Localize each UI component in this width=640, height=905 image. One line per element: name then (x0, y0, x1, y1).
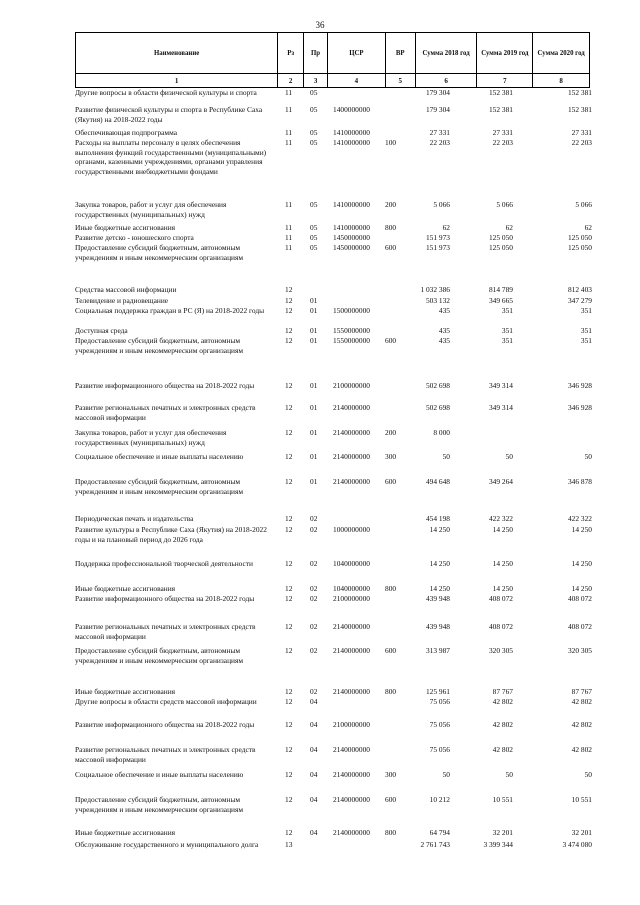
row-sum-2018: 75 056 (429, 697, 450, 706)
row-sum-2019: 349 665 (488, 296, 513, 305)
row-sum-2019: 351 (501, 306, 513, 315)
row-rz: 12 (285, 403, 293, 412)
row-sum-2018: 27 331 (429, 128, 450, 137)
row-rz: 11 (285, 200, 293, 209)
row-sum-2019: 349 314 (488, 403, 513, 412)
column-number: 8 (559, 76, 563, 85)
row-csr: 1410000000 (333, 128, 370, 137)
row-name: Развитие информационного общества на 2018-2022 годы (75, 720, 255, 729)
row-sum-2019: 42 802 (492, 745, 513, 754)
row-sum-2018: 64 794 (429, 828, 450, 837)
row-sum-2019: 152 381 (488, 105, 513, 114)
row-csr: 2140000000 (333, 403, 370, 412)
row-pr: 01 (310, 428, 318, 437)
row-name: Развитие культуры в Республике Саха (Якутия) на 2018-2022 годы и на плановый период до 2026 года (75, 525, 267, 544)
row-name: Поддержка профессиональной творческой деятельности (75, 559, 254, 568)
row-name: Развитие информационного общества на 2018-2022 годы (75, 594, 255, 603)
header-pr: Пр (304, 33, 328, 73)
row-sum-2018: 2 761 743 (420, 840, 450, 849)
row-sum-2019: 408 072 (488, 594, 513, 603)
row-sum-2019: 22 203 (492, 138, 513, 147)
row-sum-2019: 10 551 (492, 795, 513, 804)
row-rz: 12 (285, 697, 293, 706)
row-sum-2018: 1 032 386 (420, 285, 450, 294)
row-sum-2018: 75 056 (429, 745, 450, 754)
row-sum-2019: 42 802 (492, 720, 513, 729)
row-name: Развитие региональных печатных и электронных средств массовой информации (75, 745, 256, 764)
row-pr: 01 (310, 326, 318, 335)
row-name: Закупка товаров, работ и услуг для обеспечения государственных (муниципальных) нужд (75, 428, 227, 447)
row-sum-2018: 179 304 (425, 105, 450, 114)
row-sum-2018: 8 000 (433, 428, 450, 437)
row-sum-2018: 62 (442, 223, 450, 232)
row-csr: 1400000000 (333, 105, 370, 114)
row-vr: 200 (385, 200, 397, 209)
row-sum-2018: 435 (438, 326, 450, 335)
row-sum-2020: 152 381 (567, 105, 592, 114)
header-sum-2019: Сумма 2019 год (477, 33, 533, 73)
column-number: 6 (416, 74, 478, 87)
row-sum-2020: 14 250 (571, 559, 592, 568)
row-name: Периодическая печать и издательства (75, 514, 194, 523)
row-rz: 12 (285, 285, 293, 294)
row-sum-2018: 151 973 (425, 243, 450, 252)
row-sum-2020: 10 551 (571, 795, 592, 804)
row-csr: 2140000000 (333, 770, 370, 779)
row-pr: 04 (310, 828, 318, 837)
row-pr: 01 (310, 381, 318, 390)
row-sum-2020: 347 279 (567, 296, 592, 305)
row-csr: 2140000000 (333, 428, 370, 437)
row-sum-2020: 346 928 (567, 403, 592, 412)
row-csr: 1410000000 (333, 200, 370, 209)
row-rz: 12 (285, 622, 293, 631)
row-rz: 12 (285, 646, 293, 655)
row-vr: 800 (385, 828, 397, 837)
row-pr: 02 (310, 559, 318, 568)
row-rz: 12 (285, 336, 293, 345)
row-rz: 12 (285, 559, 293, 568)
row-sum-2018: 10 212 (429, 795, 450, 804)
row-sum-2018: 14 250 (429, 525, 450, 534)
row-pr: 01 (310, 452, 318, 461)
row-name: Обслуживание государственного и муниципального долга (75, 840, 259, 849)
row-name: Социальная поддержка граждан в РС (Я) на 2018-2022 годы (75, 306, 265, 315)
row-pr: 05 (310, 200, 318, 209)
row-sum-2018: 502 698 (425, 381, 450, 390)
row-csr: 2140000000 (333, 745, 370, 754)
row-csr: 2140000000 (333, 452, 370, 461)
row-csr: 2140000000 (333, 646, 370, 655)
row-csr: 2140000000 (333, 828, 370, 837)
column-number: 5 (386, 74, 416, 87)
row-sum-2019: 349 264 (488, 477, 513, 486)
row-rz: 12 (285, 381, 293, 390)
header-csr: ЦСР (328, 33, 386, 73)
row-vr: 300 (385, 452, 397, 461)
row-rz: 12 (285, 452, 293, 461)
row-csr: 1550000000 (333, 336, 370, 345)
row-rz: 12 (285, 306, 293, 315)
row-sum-2019: 125 050 (488, 233, 513, 242)
row-sum-2020: 62 (584, 223, 592, 232)
row-csr: 1500000000 (333, 306, 370, 315)
row-rz: 11 (285, 128, 293, 137)
row-name: Доступная среда (75, 326, 128, 335)
row-sum-2019: 14 250 (492, 525, 513, 534)
row-sum-2019: 3 399 344 (483, 840, 513, 849)
row-name: Иные бюджетные ассигнования (75, 223, 176, 232)
row-csr: 1450000000 (333, 233, 370, 242)
row-pr: 02 (310, 622, 318, 631)
row-sum-2018: 454 198 (425, 514, 450, 523)
row-sum-2019: 42 802 (492, 697, 513, 706)
row-rz: 12 (285, 525, 293, 534)
row-sum-2020: 42 802 (571, 720, 592, 729)
row-rz: 12 (285, 594, 293, 603)
row-name: Развитие региональных печатных и электронных средств массовой информации (75, 403, 256, 422)
row-sum-2018: 435 (438, 306, 450, 315)
row-pr: 04 (310, 745, 318, 754)
row-vr: 600 (385, 646, 397, 655)
row-name: Расходы на выплаты персоналу в целях обеспечения выполнения функций государственными (муниципальными) органами, казенными учреждениями, органами управления государственными внебюджетными фондами (75, 138, 267, 176)
row-sum-2018: 313 987 (425, 646, 450, 655)
row-sum-2018: 125 961 (425, 687, 450, 696)
row-sum-2019: 351 (501, 326, 513, 335)
row-sum-2018: 435 (438, 336, 450, 345)
row-csr: 2100000000 (333, 720, 370, 729)
row-sum-2020: 14 250 (571, 525, 592, 534)
row-rz: 12 (285, 687, 293, 696)
row-vr: 800 (385, 687, 397, 696)
row-sum-2020: 50 (584, 770, 592, 779)
row-name: Предоставление субсидий бюджетным, автономным учреждениям и иным некоммерческим организациям (75, 477, 244, 496)
row-sum-2018: 50 (442, 452, 450, 461)
row-sum-2018: 50 (442, 770, 450, 779)
row-sum-2020: 42 802 (571, 697, 592, 706)
row-rz: 12 (285, 745, 293, 754)
row-rz: 12 (285, 514, 293, 523)
row-rz: 11 (285, 233, 293, 242)
row-sum-2019: 32 201 (492, 828, 513, 837)
row-sum-2019: 814 789 (488, 285, 513, 294)
row-pr: 04 (310, 770, 318, 779)
row-rz: 11 (285, 105, 293, 114)
row-csr: 1040000000 (333, 559, 370, 568)
row-pr: 02 (310, 687, 318, 696)
row-rz: 11 (285, 223, 293, 232)
row-sum-2018: 5 066 (433, 200, 450, 209)
row-pr: 05 (310, 223, 318, 232)
row-sum-2020: 152 381 (567, 88, 592, 97)
row-vr: 300 (385, 770, 397, 779)
page-number: 36 (315, 20, 325, 30)
row-csr: 1410000000 (333, 138, 370, 147)
row-vr: 200 (385, 428, 397, 437)
row-sum-2019: 14 250 (492, 559, 513, 568)
row-sum-2020: 408 072 (567, 622, 592, 631)
row-name: Другие вопросы в области средств массовой информации (75, 697, 257, 706)
row-sum-2019: 422 322 (488, 514, 513, 523)
row-name: Закупка товаров, работ и услуг для обеспечения государственных (муниципальных) нужд (75, 200, 227, 219)
row-pr: 02 (310, 594, 318, 603)
row-pr: 05 (310, 128, 318, 137)
column-number: 1 (76, 74, 278, 87)
header-sum-2020: Сумма 2020 год (537, 49, 585, 57)
row-csr: 2140000000 (333, 477, 370, 486)
row-vr: 600 (385, 477, 397, 486)
header-vr: ВР (386, 33, 416, 73)
row-pr: 05 (310, 243, 318, 252)
table-header (75, 32, 590, 74)
row-sum-2020: 346 928 (567, 381, 592, 390)
row-rz: 11 (285, 138, 293, 147)
row-csr: 1000000000 (333, 525, 370, 534)
row-sum-2020: 42 802 (571, 745, 592, 754)
row-sum-2019: 152 381 (488, 88, 513, 97)
row-sum-2018: 494 648 (425, 477, 450, 486)
row-vr: 600 (385, 795, 397, 804)
row-sum-2019: 5 066 (496, 200, 513, 209)
row-vr: 600 (385, 243, 397, 252)
row-sum-2020: 320 305 (567, 646, 592, 655)
row-pr: 02 (310, 584, 318, 593)
row-sum-2020: 32 201 (571, 828, 592, 837)
column-number-row (75, 74, 590, 88)
row-csr: 1550000000 (333, 326, 370, 335)
row-name: Предоставление субсидий бюджетным, автономным учреждениям и иным некоммерческим организациям (75, 243, 244, 262)
row-sum-2019: 27 331 (492, 128, 513, 137)
row-sum-2018: 179 304 (425, 88, 450, 97)
row-name: Развитие информационного общества на 2018-2022 годы (75, 381, 255, 390)
row-name: Иные бюджетные ассигнования (75, 584, 176, 593)
row-pr: 04 (310, 795, 318, 804)
row-rz: 12 (285, 326, 293, 335)
row-rz: 12 (285, 477, 293, 486)
row-csr: 1040000000 (333, 584, 370, 593)
row-sum-2018: 14 250 (429, 584, 450, 593)
row-sum-2020: 351 (580, 326, 592, 335)
row-sum-2020: 125 050 (567, 243, 592, 252)
row-rz: 13 (285, 840, 293, 849)
row-sum-2020: 14 250 (571, 584, 592, 593)
row-sum-2018: 22 203 (429, 138, 450, 147)
row-pr: 05 (310, 233, 318, 242)
row-pr: 02 (310, 525, 318, 534)
row-rz: 12 (285, 584, 293, 593)
row-name: Развитие региональных печатных и электронных средств массовой информации (75, 622, 256, 641)
row-pr: 04 (310, 720, 318, 729)
row-name: Иные бюджетные ассигнования (75, 828, 176, 837)
row-sum-2020: 5 066 (575, 200, 592, 209)
row-pr: 01 (310, 403, 318, 412)
row-name: Развитие детско - юношеского спорта (75, 233, 194, 242)
row-pr: 05 (310, 105, 318, 114)
row-csr: 2100000000 (333, 594, 370, 603)
row-name: Социальное обеспечение и иные выплаты населению (75, 770, 244, 779)
row-name: Телевидение и радиовещание (75, 296, 169, 305)
row-pr: 02 (310, 514, 318, 523)
row-sum-2020: 27 331 (571, 128, 592, 137)
header-name: Наименование (76, 33, 278, 73)
column-number: 7 (477, 74, 533, 87)
row-csr: 1410000000 (333, 223, 370, 232)
row-pr: 05 (310, 88, 318, 97)
row-pr: 02 (310, 646, 318, 655)
row-pr: 01 (310, 306, 318, 315)
row-pr: 05 (310, 138, 318, 147)
column-number: 2 (278, 74, 304, 87)
row-rz: 12 (285, 770, 293, 779)
row-csr: 1450000000 (333, 243, 370, 252)
column-number: 3 (304, 74, 328, 87)
row-name: Развитие физической культуры и спорта в Республике Саха (Якутия) на 2018-2022 годы (75, 105, 263, 124)
row-sum-2019: 50 (505, 770, 513, 779)
row-sum-2018: 502 698 (425, 403, 450, 412)
row-sum-2020: 22 203 (571, 138, 592, 147)
row-pr: 01 (310, 336, 318, 345)
row-rz: 12 (285, 720, 293, 729)
row-vr: 800 (385, 584, 397, 593)
row-sum-2018: 14 250 (429, 559, 450, 568)
header-rz: Рз (278, 33, 304, 73)
header-sum-2018: Сумма 2018 год (416, 33, 478, 73)
row-csr: 2140000000 (333, 687, 370, 696)
row-rz: 12 (285, 428, 293, 437)
row-sum-2020: 346 878 (567, 477, 592, 486)
row-sum-2019: 349 314 (488, 381, 513, 390)
row-sum-2018: 151 973 (425, 233, 450, 242)
row-name: Предоставление субсидий бюджетным, автономным учреждениям и иным некоммерческим организациям (75, 795, 244, 814)
row-rz: 12 (285, 795, 293, 804)
row-name: Социальное обеспечение и иные выплаты населению (75, 452, 244, 461)
row-vr: 600 (385, 336, 397, 345)
row-sum-2020: 87 767 (571, 687, 592, 696)
row-sum-2020: 50 (584, 452, 592, 461)
row-name: Другие вопросы в области физической культуры и спорта (75, 88, 257, 97)
row-sum-2019: 50 (505, 452, 513, 461)
row-csr: 2100000000 (333, 381, 370, 390)
row-rz: 11 (285, 88, 293, 97)
row-name: Предоставление субсидий бюджетным, автономным учреждениям и иным некоммерческим организациям (75, 336, 244, 355)
row-rz: 12 (285, 296, 293, 305)
row-sum-2020: 408 072 (567, 594, 592, 603)
row-sum-2018: 439 948 (425, 594, 450, 603)
row-sum-2020: 422 322 (567, 514, 592, 523)
row-sum-2019: 408 072 (488, 622, 513, 631)
row-sum-2020: 351 (580, 336, 592, 345)
row-name: Средства массовой информации (75, 285, 177, 294)
row-rz: 11 (285, 243, 293, 252)
row-sum-2019: 62 (505, 223, 513, 232)
row-pr: 04 (310, 697, 318, 706)
row-vr: 100 (385, 138, 397, 147)
row-sum-2019: 320 305 (488, 646, 513, 655)
row-name: Иные бюджетные ассигнования (75, 687, 176, 696)
row-sum-2018: 439 948 (425, 622, 450, 631)
row-csr: 2140000000 (333, 795, 370, 804)
budget-table (75, 32, 592, 849)
row-pr: 01 (310, 296, 318, 305)
row-sum-2019: 14 250 (492, 584, 513, 593)
row-pr: 01 (310, 477, 318, 486)
row-csr: 2140000000 (333, 622, 370, 631)
row-sum-2019: 87 767 (492, 687, 513, 696)
row-sum-2019: 351 (501, 336, 513, 345)
row-sum-2018: 503 132 (425, 296, 450, 305)
row-name: Предоставление субсидий бюджетным, автономным учреждениям и иным некоммерческим организациям (75, 646, 244, 665)
row-vr: 800 (385, 223, 397, 232)
row-sum-2019: 125 050 (488, 243, 513, 252)
row-sum-2020: 3 474 080 (562, 840, 592, 849)
row-sum-2020: 351 (580, 306, 592, 315)
row-name: Обеспечивающая подпрограмма (75, 128, 178, 137)
row-sum-2020: 812 403 (567, 285, 592, 294)
row-sum-2020: 125 050 (567, 233, 592, 242)
row-rz: 12 (285, 828, 293, 837)
column-number: 4 (328, 74, 386, 87)
row-sum-2018: 75 056 (429, 720, 450, 729)
